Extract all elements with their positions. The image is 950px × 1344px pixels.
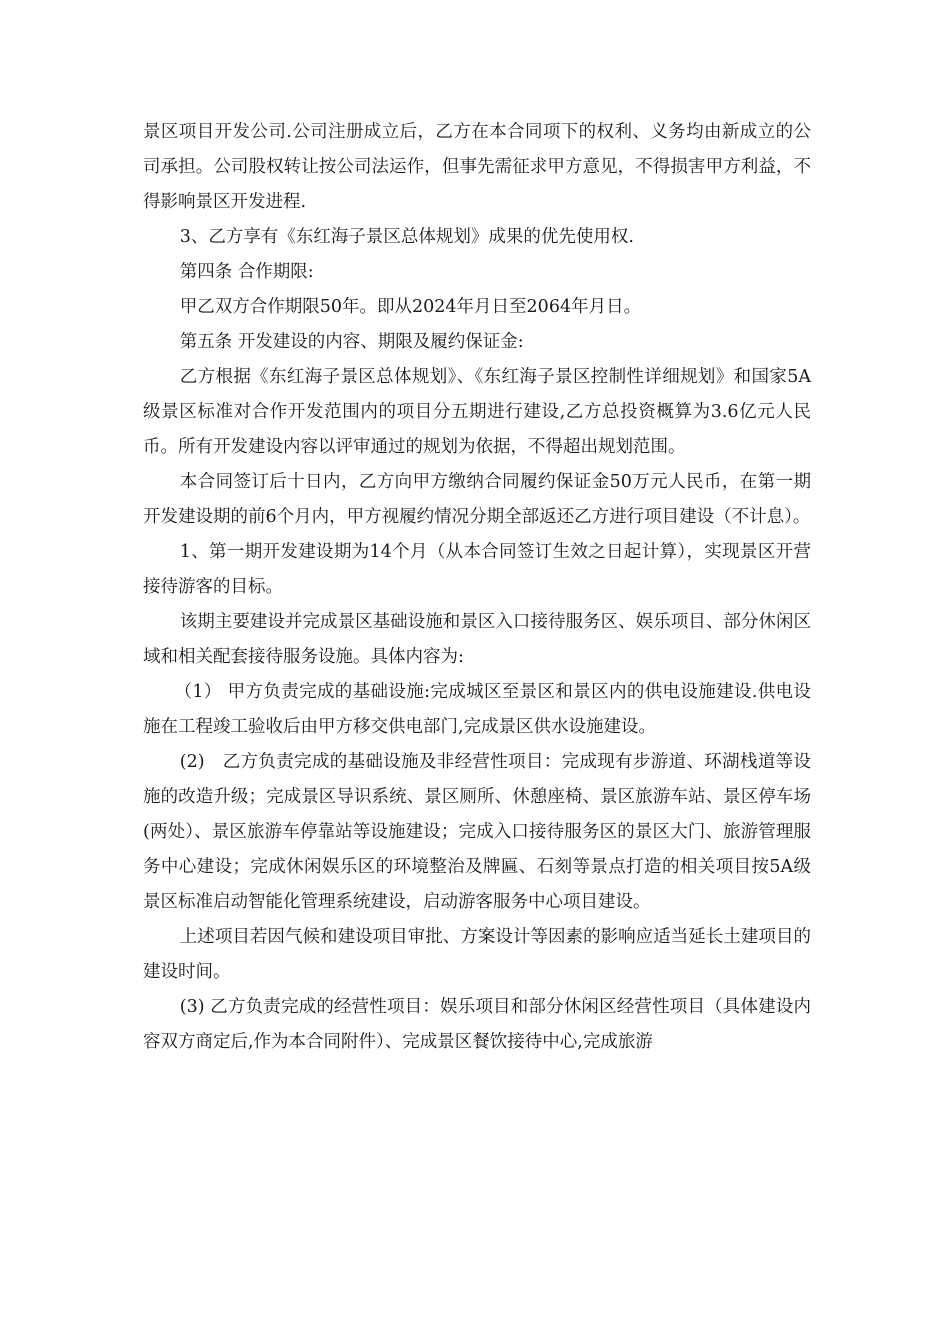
paragraph-phase-one-period: 1、第一期开发建设期为14个月（从本合同签订生效之日起计算），实现景区开营接待游客的目标。: [143, 542, 811, 597]
paragraph-item-2-party-b: (2) 乙方负责完成的基础设施及非经营性项目：完成现有步游道、环湖栈道等设施的改造升级；完成景区导识系统、景区厕所、休憩座椅、景区旅游车站、景区停车场(两处）、景区旅游车停靠站等设施建设；完成入口接待服务区的景区大门、旅游管理服务中心建设；完成休闲娱乐区的环境整治及牌匾、石刻等景点打造的相关项目按5A级景区标准启动智能化管理系统建设，启动游客服务中心项目建设。: [143, 752, 811, 912]
paragraph-phase-one-scope: 该期主要建设并完成景区基础设施和景区入口接待服务区、娱乐项目、部分休闲区域和相关配套接待服务设施。具体内容为:: [143, 612, 811, 667]
paragraph-planning-rights: 3、乙方享有《东红海子景区总体规划》成果的优先使用权.: [179, 227, 634, 247]
heading-article-4: 第四条 合作期限:: [179, 262, 314, 282]
document-body: [143, 115, 811, 1060]
paragraph-weather-delay: 上述项目若因气候和建设项目审批、方案设计等因素的影响应适当延长土建项目的建设时间。: [143, 927, 811, 982]
paragraph-item-3-commercial: (3) 乙方负责完成的经营性项目：娱乐项目和部分休闲区经营性项目（具体建设内容双方商定后,作为本合同附件）、完成景区餐饮接待中心,完成旅游: [143, 997, 811, 1052]
paragraph-item-1-party-a: （1） 甲方负责完成的基础设施:完成城区至景区和景区内的供电设施建设.供电设施在工程竣工验收后由甲方移交供电部门,完成景区供水设施建设。: [143, 682, 811, 737]
paragraph-performance-bond: 本合同签订后十日内，乙方向甲方缴纳合同履约保证金50万元人民币，在第一期开发建设期的前6个月内，甲方视履约情况分期全部返还乙方进行项目建设（不计息）。: [143, 472, 811, 527]
paragraph-cooperation-term: 甲乙双方合作期限50年。即从2024年月日至2064年月日。: [179, 297, 642, 317]
heading-article-5: 第五条 开发建设的内容、期限及履约保证金:: [179, 332, 524, 352]
paragraph-investment-plan: 乙方根据《东红海子景区总体规划》、《东红海子景区控制性详细规划》和国家5A级景区标准对合作开发范围内的项目分五期进行建设,乙方总投资概算为3.6亿元人民币。所有开发建设内容以评审通过的规划为依据，不得超出规划范围。: [143, 367, 811, 457]
paragraph-company-registration: 景区项目开发公司.公司注册成立后，乙方在本合同项下的权利、义务均由新成立的公司承担。公司股权转让按公司法运作，但事先需征求甲方意见，不得损害甲方利益，不得影响景区开发进程.: [143, 122, 811, 212]
